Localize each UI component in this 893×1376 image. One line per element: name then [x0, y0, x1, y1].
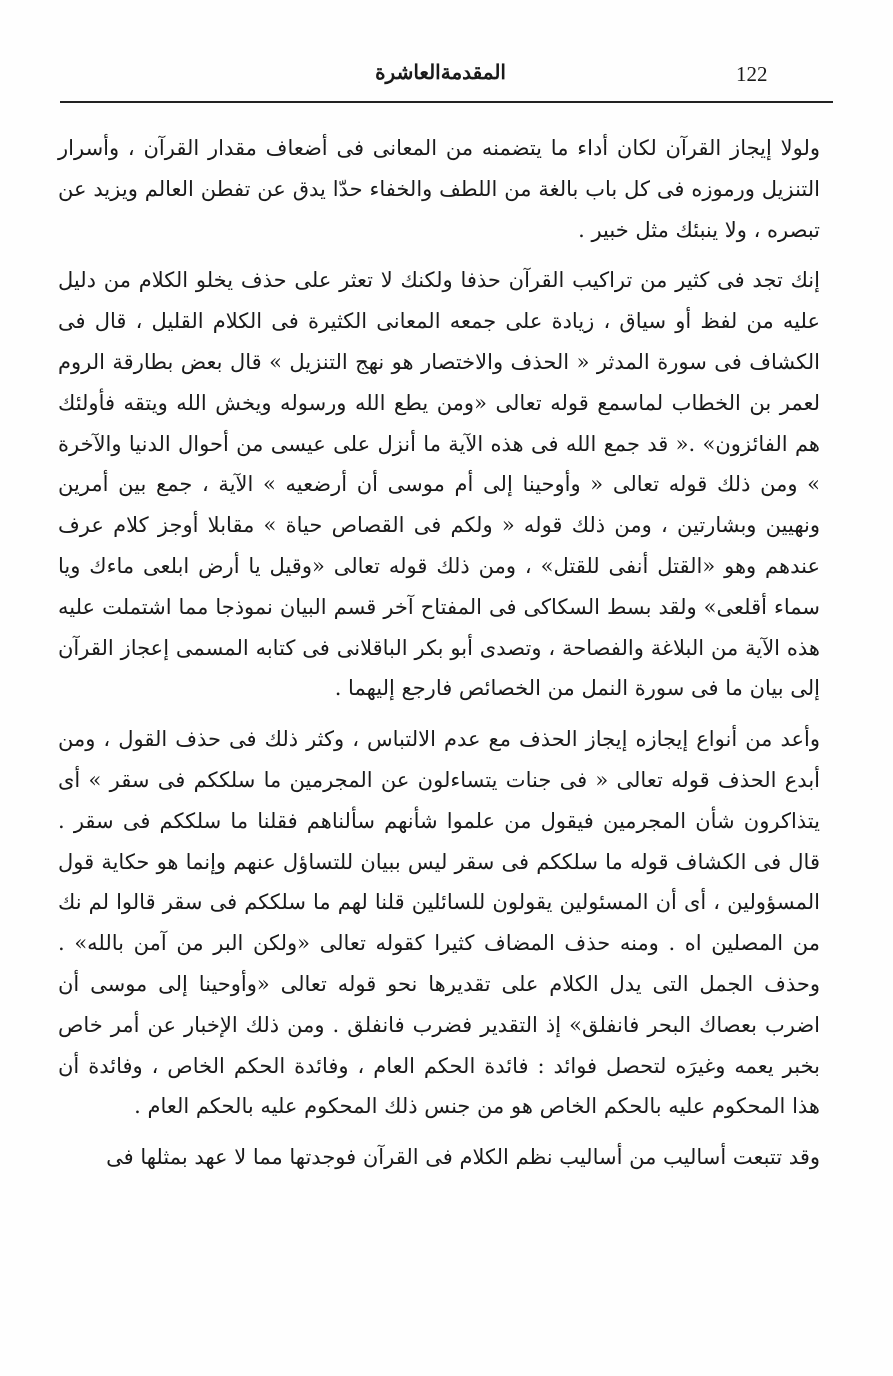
header-divider	[60, 101, 833, 103]
paragraph: إنك تجد فى كثير من تراكيب القرآن حذفا ولكنك لا تعثر على حذف يخلو الكلام من دليل عليه من لفظ أو سياق ، زيادة على جمعه المعانى الكثيرة فى الكلام القليل ، قال فى الكشاف فى سورة المدثر « الحذف والاختصار هو نهج التنزيل » قال بعض بطارقة الروم لعمر بن الخطاب لماسمع قوله تعالى «ومن يطع الله ورسوله ويخش الله ويتقه فأولئك هم الفائزون» .« قد جمع الله فى هذه الآية ما أنزل على عيسى من أحوال الدنيا والآخرة » ومن ذلك قوله تعالى « وأوحينا إلى أم موسى أن أرضعيه » الآية ، جمع بين أمرين ونهيين وبشارتين ، ومن ذلك قوله « ولكم فى القصاص حياة » مقابلا أوجز كلام عرف عندهم وهو «القتل أنفى للقتل» ، ومن ذلك قوله تعالى «وقيل يا أرض ابلعى ماءك ويا سماء أقلعى» ولقد بسط السكاكى فى المفتاح آخر قسم البيان نموذجا مما اشتملت عليه هذه الآية من البلاغة والفصاحة ، وتصدى أبو بكر الباقلانى فى كتابه المسمى إعجاز القرآن إلى بيان ما فى سورة النمل من الخصائص فارجع إليهما .	[58, 268, 820, 701]
page-header	[60, 58, 832, 98]
running-title: المقدمةالعاشرة	[375, 60, 506, 84]
paragraph: وقد تتبعت أساليب من أساليب نظم الكلام فى القرآن فوجدتها مما لا عهد بمثلها فى	[106, 1145, 820, 1170]
paragraph: وأعد من أنواع إيجازه إيجاز الحذف مع عدم الالتباس ، وكثر ذلك فى حذف القول ، ومن أبدع الحذف قوله تعالى « فى جنات يتساءلون عن المجرمين ما سلككم فى سقر » أى يتذاكرون شأن المجرمين فيقول من علموا شأنهم سألناهم فقلنا ما سلككم فى سقر . قال فى الكشاف قوله ما سلككم فى سقر ليس ببيان للتساؤل عنهم وإنما هو حكاية قول المسؤولين ، أى أن المسئولين يقولون للسائلين قلنا لهم ما سلككم فى سقر قالوا لم نك من المصلين اه . ومنه حذف المضاف كثيرا كقوله تعالى «ولكن البر من آمن بالله» . وحذف الجمل التى يدل الكلام على تقديرها نحو قوله تعالى «وأوحينا إلى موسى أن اضرب بعصاك البحر فانفلق» إذ التقدير فضرب فانفلق . ومن ذلك الإخبار عن أمر خاص بخبر يعمه وغيرَه لتحصل فوائد : فائدة الحكم العام ، وفائدة الحكم الخاص ، وفائدة أن هذا المحكوم عليه بالحكم الخاص هو من جنس ذلك المحكوم عليه بالحكم العام .	[58, 727, 820, 1119]
page-number: 122	[736, 62, 768, 86]
paragraph: ولولا إيجاز القرآن لكان أداء ما يتضمنه من المعانى فى أضعاف مقدار القرآن ، وأسرار التنزيل ورموزه فى كل باب بالغة من اللطف والخفاء حدّا يدق عن تفطن العالم ويزيد عن تبصره ، ولا ينبئك مثل خبير .	[58, 136, 820, 242]
body-text	[58, 128, 820, 1178]
